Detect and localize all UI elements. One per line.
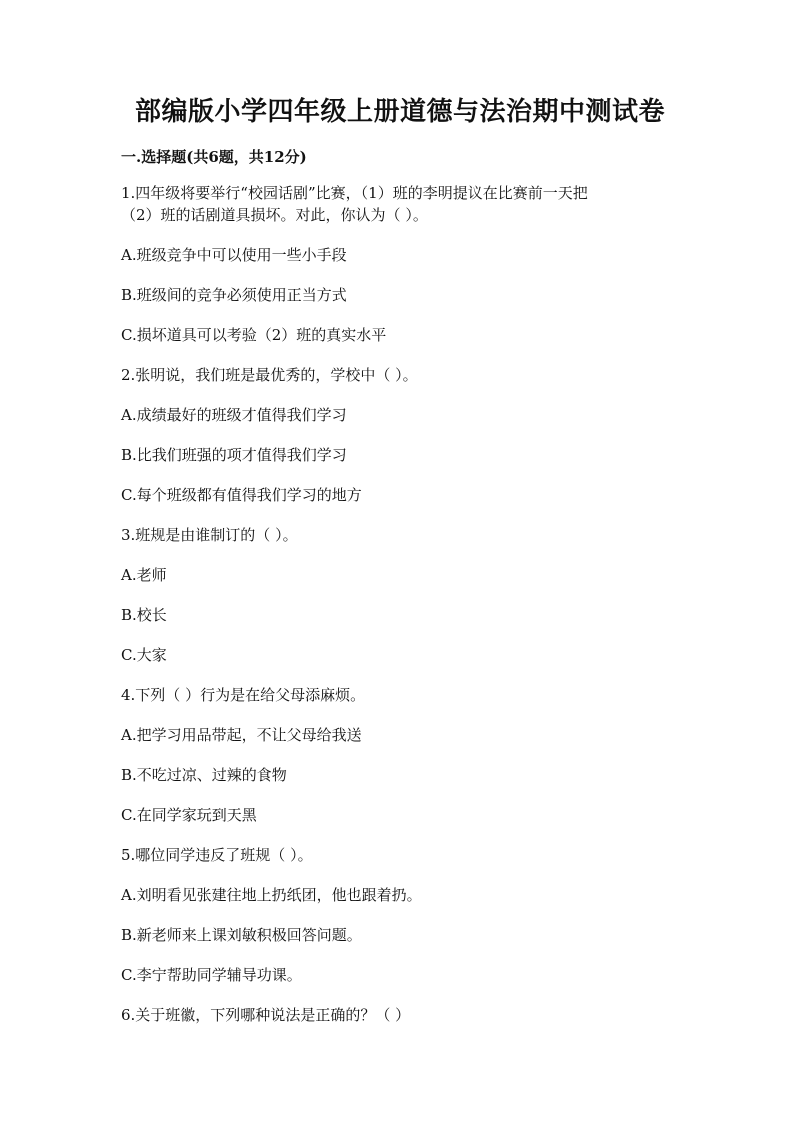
option-a: A.把学习用品带起，不让父母给我送 bbox=[121, 726, 362, 744]
option-a: A.班级竞争中可以使用一些小手段 bbox=[121, 246, 347, 264]
question-stem: 2.张明说，我们班是最优秀的，学校中（ ）。 bbox=[121, 366, 418, 384]
question-1 bbox=[121, 182, 681, 226]
stem-line: 1.四年级将要举行“校园话剧”比赛，（1）班的李明提议在比赛前一天把 bbox=[121, 184, 588, 202]
option-a: A.刘明看见张建往地上扔纸团，他也跟着扔。 bbox=[121, 886, 422, 904]
question-stem: 4.下列（ ）行为是在给父母添麻烦。 bbox=[121, 686, 366, 704]
stem-line: （2）班的话剧道具损坏。对此，你认为（ ）。 bbox=[121, 206, 428, 224]
question-5 bbox=[121, 844, 681, 866]
question-stem: 3.班规是由谁制订的（ ）。 bbox=[121, 526, 298, 544]
option-c: C.损坏道具可以考验（2）班的真实水平 bbox=[121, 326, 387, 344]
option-b: B.不吃过凉、过辣的食物 bbox=[121, 766, 287, 784]
option-c: C.李宁帮助同学辅导功课。 bbox=[121, 966, 302, 984]
page-title: 部编版小学四年级上册道德与法治期中测试卷 bbox=[134, 97, 665, 127]
question-3 bbox=[121, 524, 681, 546]
question-2 bbox=[121, 364, 681, 386]
option-b: B.校长 bbox=[121, 606, 167, 624]
option-b: B.新老师来上课刘敏积极回答问题。 bbox=[121, 926, 362, 944]
option-c: C.大家 bbox=[121, 646, 167, 664]
option-a: A.成绩最好的班级才值得我们学习 bbox=[121, 406, 347, 424]
section-heading: 一.选择题(共6题，共12分) bbox=[121, 148, 307, 166]
option-c: C.在同学家玩到天黑 bbox=[121, 806, 257, 824]
option-c: C.每个班级都有值得我们学习的地方 bbox=[121, 486, 362, 504]
option-a: A.老师 bbox=[121, 566, 167, 584]
question-stem bbox=[121, 182, 681, 226]
question-stem: 5.哪位同学违反了班规（ ）。 bbox=[121, 846, 313, 864]
option-b: B.比我们班强的项才值得我们学习 bbox=[121, 446, 347, 464]
question-list bbox=[121, 182, 681, 1044]
option-b: B.班级间的竞争必须使用正当方式 bbox=[121, 286, 347, 304]
question-4 bbox=[121, 684, 681, 706]
question-6 bbox=[121, 1004, 681, 1026]
question-stem: 6.关于班徽，下列哪种说法是正确的？（ ） bbox=[121, 1006, 411, 1024]
